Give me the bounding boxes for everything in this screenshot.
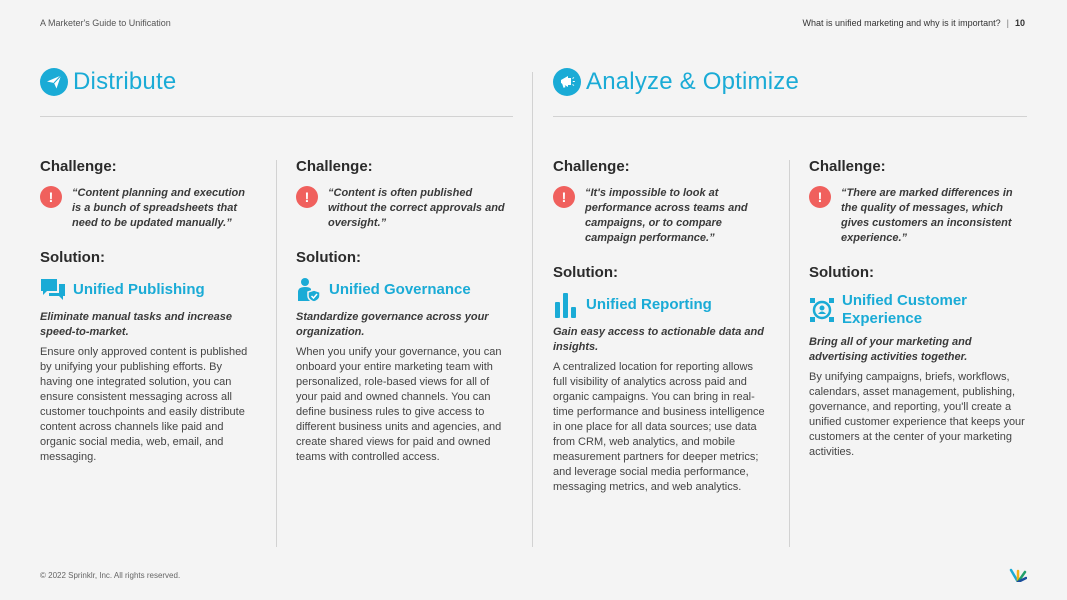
column-unified-governance bbox=[296, 158, 512, 465]
doc-title: A Marketer's Guide to Unification bbox=[40, 18, 171, 28]
challenge-quote: “Content is often published without the correct approvals and oversight.” bbox=[328, 187, 505, 229]
challenge-block bbox=[296, 185, 512, 231]
column-unified-reporting bbox=[553, 158, 769, 495]
section-title-analyze: Analyze & Optimize bbox=[586, 68, 800, 95]
column-divider-1 bbox=[276, 160, 277, 547]
alert-icon: ! bbox=[809, 186, 831, 208]
customer-network-icon bbox=[809, 297, 835, 323]
bar-chart-icon bbox=[553, 292, 579, 318]
page-number: 10 bbox=[1014, 18, 1025, 28]
column-divider-3 bbox=[789, 160, 790, 547]
product-tagline: Bring all of your marketing and advertising activities together. bbox=[809, 336, 972, 363]
product-unified-governance bbox=[296, 277, 512, 303]
product-name: Unified Governance bbox=[329, 281, 471, 298]
product-unified-reporting bbox=[553, 292, 769, 318]
user-shield-icon bbox=[296, 277, 322, 303]
megaphone-icon bbox=[553, 68, 581, 96]
challenge-quote: “It's impossible to look at performance across teams and campaigns, or to compare campaign performance.” bbox=[585, 187, 748, 244]
product-name: Unified Customer Experience bbox=[842, 292, 968, 327]
section-rule-left bbox=[40, 116, 513, 117]
product-name: Unified Publishing bbox=[73, 281, 205, 298]
solution-heading: Solution: bbox=[296, 249, 361, 266]
alert-icon: ! bbox=[40, 186, 62, 208]
solution-heading: Solution: bbox=[40, 249, 105, 266]
challenge-block bbox=[809, 185, 1025, 246]
challenge-heading: Challenge: bbox=[296, 158, 373, 175]
product-unified-customer-experience bbox=[809, 292, 1025, 328]
section-divider bbox=[532, 72, 533, 547]
page-header-right bbox=[803, 18, 1025, 28]
section-rule-right bbox=[553, 116, 1027, 117]
copyright: © 2022 Sprinklr, Inc. All rights reserved. bbox=[40, 571, 181, 580]
product-unified-publishing bbox=[40, 277, 256, 303]
challenge-quote: “Content planning and execution is a bunch of spreadsheets that need to be updated manually.” bbox=[72, 187, 245, 229]
column-unified-customer-experience bbox=[809, 158, 1025, 460]
challenge-heading: Challenge: bbox=[809, 158, 886, 175]
solution-heading: Solution: bbox=[809, 264, 874, 281]
challenge-heading: Challenge: bbox=[553, 158, 630, 175]
product-description: When you unify your governance, you can onboard your entire marketing team with personalized, role-based views for all of your paid and owned channels. You can define business rules to give access to different business units and agencies, and create shared views for paid and owned teams with controlled access. bbox=[296, 346, 502, 463]
product-description: By unifying campaigns, briefs, workflows, calendars, asset management, publishing, governance, and reporting, you'll create a unified customer experience that keeps your customers at the center of your marketing activities. bbox=[809, 371, 1025, 458]
chat-bubbles-icon bbox=[40, 277, 66, 303]
section-title-header: What is unified marketing and why is it important? bbox=[802, 18, 1001, 28]
alert-icon: ! bbox=[296, 186, 318, 208]
sprinklr-logo-icon bbox=[1009, 568, 1027, 582]
section-analyze bbox=[553, 68, 799, 96]
challenge-block bbox=[40, 185, 256, 231]
challenge-heading: Challenge: bbox=[40, 158, 117, 175]
solution-heading: Solution: bbox=[553, 264, 618, 281]
alert-icon: ! bbox=[553, 186, 575, 208]
product-tagline: Eliminate manual tasks and increase speed-to-market. bbox=[40, 311, 232, 338]
product-name: Unified Reporting bbox=[586, 296, 712, 313]
product-description: A centralized location for reporting allows full visibility of analytics across paid and organic campaigns. You can bring in real-time performance and business intelligence in one place for all data sources; use data from CRM, web analytics, and mobile measurement partners for deeper metrics; and leverage social media performance, messaging metrics, and web analytics. bbox=[553, 361, 765, 493]
product-tagline: Gain easy access to actionable data and insights. bbox=[553, 326, 764, 353]
product-description: Ensure only approved content is published by unifying your publishing efforts. By having one integrated solution, you can ensure consistent messaging across all customer touchpoints and easily distribute content across channels like paid and organic social media, web, email, and messaging. bbox=[40, 346, 248, 463]
challenge-block bbox=[553, 185, 769, 246]
product-tagline: Standardize governance across your organization. bbox=[296, 311, 489, 338]
section-title-distribute: Distribute bbox=[73, 68, 177, 95]
section-distribute bbox=[40, 68, 176, 96]
challenge-quote: “There are marked differences in the quality of messages, which gives customers an inconsistent experience.” bbox=[841, 187, 1013, 244]
column-unified-publishing bbox=[40, 158, 256, 465]
paper-plane-icon bbox=[40, 68, 68, 96]
header-separator: | bbox=[1006, 18, 1009, 28]
